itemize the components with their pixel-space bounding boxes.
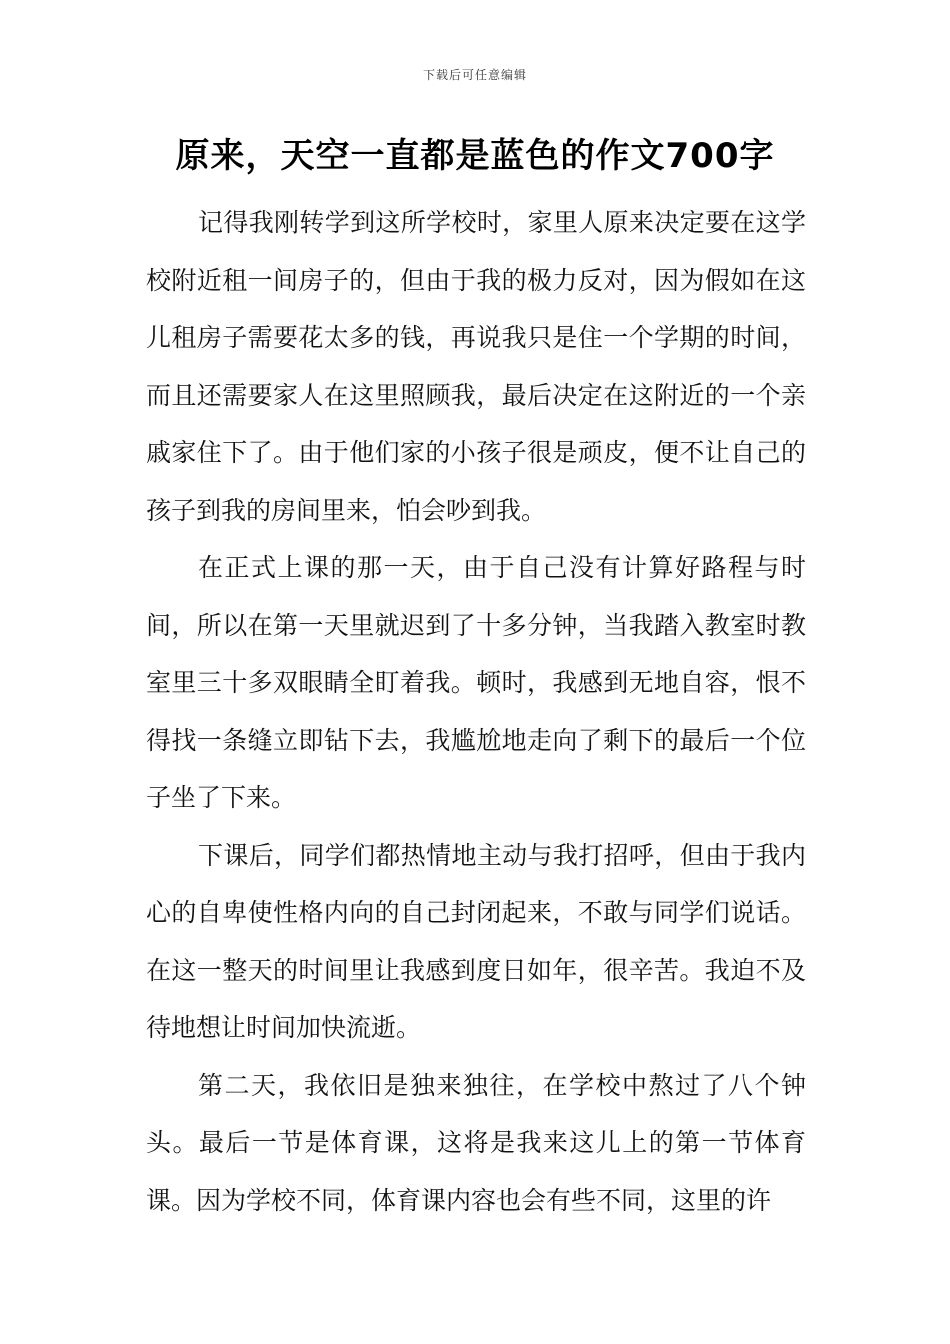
- paragraph: 下课后，同学们都热情地主动与我打招呼，但由于我内心的自卑使性格内向的自己封闭起来，不敢与同学们说话。在这一整天的时间里让我感到度日如年，很辛苦。我迫不及待地想让时间加快流逝。: [146, 840, 806, 1042]
- header-note: 下载后可任意编辑: [422, 68, 527, 82]
- document-title: 原来，天空一直都是蓝色的作文700字: [175, 136, 775, 176]
- paragraph: 第二天，我依旧是独来独往，在学校中熬过了八个钟头。最后一节是体育课，这将是我来这儿上的第一节体育课。因为学校不同，体育课内容也会有些不同，这里的许: [146, 1070, 806, 1215]
- paragraph: 记得我刚转学到这所学校时，家里人原来决定要在这学校附近租一间房子的，但由于我的极力反对，因为假如在这儿租房子需要花太多的钱，再说我只是住一个学期的时间，而且还需要家人在这里照顾我，最后决定在这附近的一个亲戚家住下了。由于他们家的小孩子很是顽皮，便不让自己的孩子到我的房间里来，怕会吵到我。: [146, 208, 806, 525]
- document-body: [146, 194, 806, 1229]
- paragraph: 在正式上课的那一天，由于自己没有计算好路程与时间，所以在第一天里就迟到了十多分钟，当我踏入教室时教室里三十多双眼睛全盯着我。顿时，我感到无地自容，恨不得找一条缝立即钻下去，我尴尬地走向了剩下的最后一个位子坐了下来。: [146, 553, 806, 812]
